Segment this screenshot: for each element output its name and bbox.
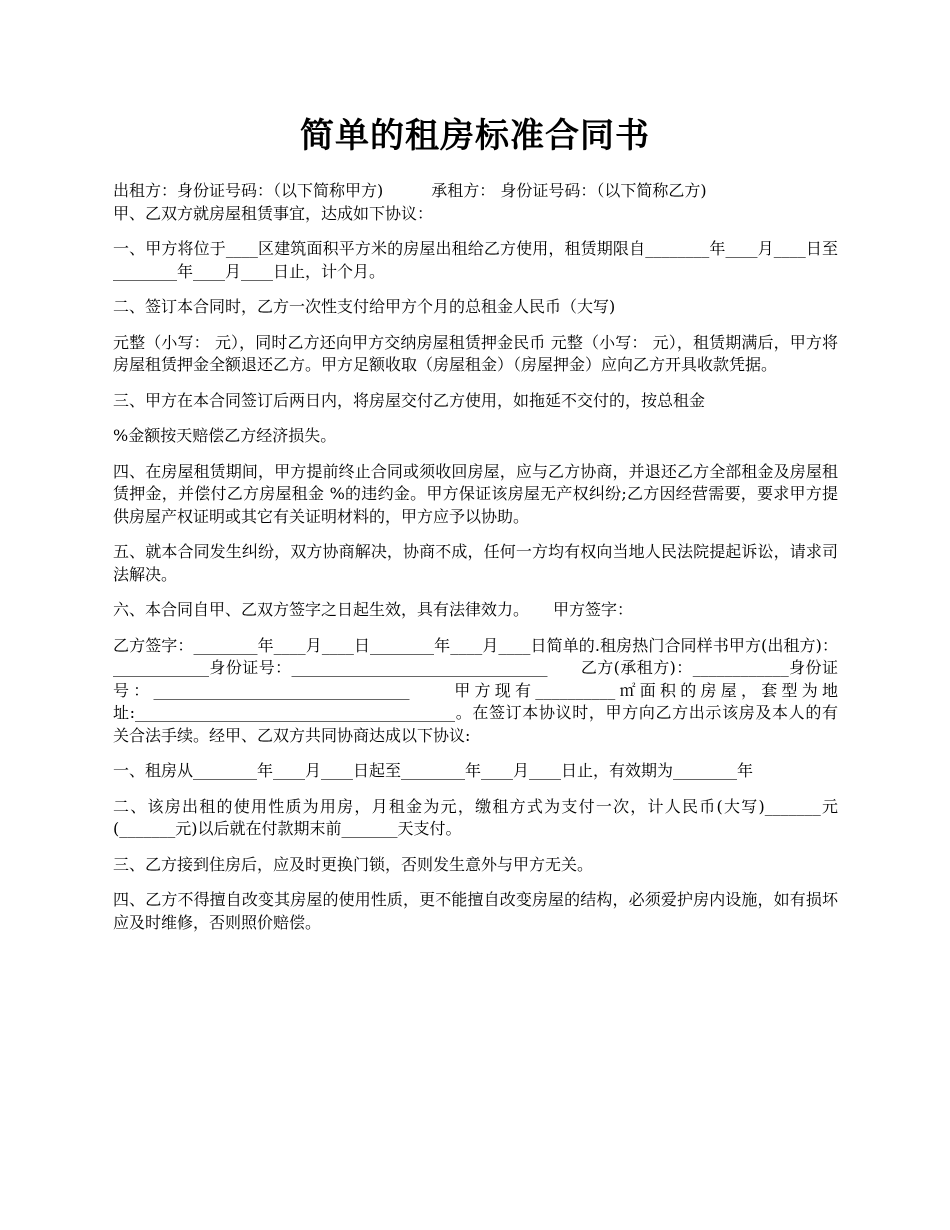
- paragraph: 三、甲方在本合同签订后两日内，将房屋交付乙方使用，如拖延不交付的，按总租金: [113, 390, 706, 410]
- paragraph: 乙方签字：________年____月____日________年____月____日简单的.租房热门合同样书甲方(出租方)：____________身份证号：________________________________ 乙方(承租方)：____________身份证号：________________________________ 甲方现有__________㎡面积的房屋，套型为地址:________________________________________。在签订本协议时，甲方向乙方出示该房及本人的有关合法手续。经甲、乙双方共同协商达成以下协议:: [113, 635, 838, 745]
- paragraph: 三、乙方接到住房后，应及时更换门锁，否则发生意外与甲方无关。: [113, 854, 594, 874]
- intro-parties: [113, 180, 838, 203]
- document-body: [113, 180, 838, 947]
- paragraph: 四、在房屋租赁期间，甲方提前终止合同或须收回房屋，应与乙方协商，并退还乙方全部租金及房屋租赁押金，并偿付乙方房屋租金 %的违约金。甲方保证该房屋无产权纠纷;乙方因经营需要，要求甲方提供房屋产权证明或其它有关证明材料的，甲方应予以协助。: [113, 461, 838, 526]
- paragraph: 六、本合同自甲、乙双方签字之日起生效，具有法律效力。 甲方签字：: [113, 600, 634, 619]
- lessor-line: 出租方：身份证号码：（以下简称甲方): [113, 181, 384, 200]
- paragraph: 五、就本合同发生纠纷，双方协商解决，协商不成，任何一方均有权向当地人民法院提起诉讼，请求司法解决。: [113, 542, 838, 584]
- document-title: 简单的租房标准合同书: [300, 116, 650, 156]
- paragraph: 四、乙方不得擅自改变其房屋的使用性质，更不能擅自改变房屋的结构，必须爱护房内设施，如有损坏应及时维修，否则照价赔偿。: [113, 890, 838, 932]
- paragraph: 元整（小写： 元），同时乙方还向甲方交纳房屋租赁押金民币 元整（小写： 元），租赁期满后，甲方将房屋租赁押金全额退还乙方。甲方足额收取（房屋租金）（房屋押金）应向乙方开具收款凭据。: [113, 332, 838, 374]
- paragraph: %金额按天赔偿乙方经济损失。: [113, 426, 337, 445]
- paragraph: 二、该房出租的使用性质为用房，月租金为元，缴租方式为支付一次，计人民币(大写)_______元(_______元)以后就在付款期末前_______天支付。: [113, 796, 838, 838]
- intro-agreement: 甲、乙双方就房屋租赁事宜，达成如下协议：: [113, 203, 434, 223]
- paragraph: 一、甲方将位于____区建筑面积平方米的房屋出租给乙方使用，租赁期限自________年____月____日至________年____月____日止，计个月。: [113, 239, 838, 281]
- paragraph: 二、签订本合同时，乙方一次性支付给甲方个月的总租金人民币（大写): [113, 297, 616, 316]
- paragraph: 一、租房从________年____月____日起至________年____月____日止，有效期为________年: [113, 761, 754, 780]
- lessee-line: 承租方： 身份证号码：（以下简称乙方): [431, 181, 707, 200]
